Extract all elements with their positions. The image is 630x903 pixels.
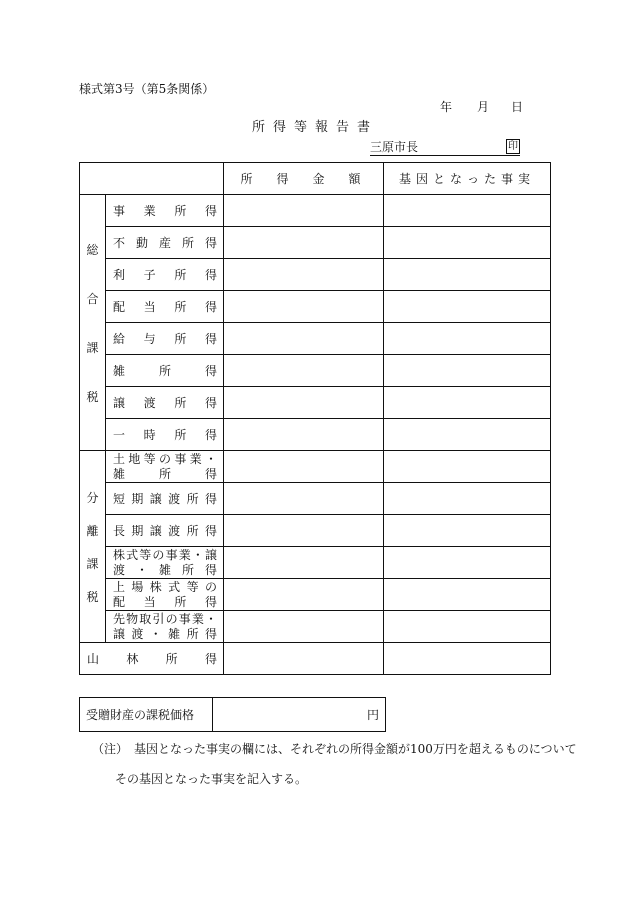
income-row xyxy=(80,227,551,259)
basis-facts-field[interactable] xyxy=(384,643,551,675)
basis-facts-field[interactable] xyxy=(384,355,551,387)
income-row xyxy=(80,195,551,227)
income-amount-field[interactable] xyxy=(224,483,384,515)
income-row xyxy=(80,259,551,291)
column-header-basis-facts: 基因となった事実 xyxy=(384,163,551,195)
gift-value-field[interactable] xyxy=(213,698,386,732)
date-month-label: 月 xyxy=(477,100,490,114)
income-amount-field[interactable] xyxy=(224,323,384,355)
income-type-cell xyxy=(106,291,224,323)
group-char: 税 xyxy=(86,589,99,604)
income-row xyxy=(80,611,551,643)
income-type-label: 事 業 所 得 xyxy=(113,204,217,218)
gift-unit: 円 xyxy=(366,708,379,722)
income-amount-field[interactable] xyxy=(224,611,384,643)
basis-facts-field[interactable] xyxy=(384,451,551,483)
note-line-1: （注） 基因となった事実の欄には、それぞれの所得金額が100万円を超えるものについて xyxy=(92,742,577,756)
addressee: 三原市長 xyxy=(370,140,419,154)
income-type-label: 雑 所 得 xyxy=(113,466,217,481)
basis-facts-field[interactable] xyxy=(384,611,551,643)
income-type-cell xyxy=(106,515,224,547)
group-char: 合 xyxy=(86,291,99,306)
income-type-cell xyxy=(106,323,224,355)
document-title: 所得等報告書 xyxy=(251,120,378,135)
basis-facts-field[interactable] xyxy=(384,227,551,259)
group-char: 課 xyxy=(86,556,99,571)
income-type-label: 不 動 産 所 得 xyxy=(113,236,217,250)
income-type-label: 給 与 所 得 xyxy=(113,332,217,346)
income-amount-field[interactable] xyxy=(224,291,384,323)
note-line-2: その基因となった事実を記入する。 xyxy=(115,772,308,786)
gift-property-table xyxy=(79,697,386,732)
income-type-cell xyxy=(106,227,224,259)
basis-facts-field[interactable] xyxy=(384,547,551,579)
income-amount-field[interactable] xyxy=(224,451,384,483)
income-type-cell xyxy=(106,259,224,291)
gift-label: 受贈財産の課税価格 xyxy=(80,698,213,732)
income-row xyxy=(80,515,551,547)
income-row xyxy=(80,291,551,323)
income-amount-field[interactable] xyxy=(224,259,384,291)
group-label-separate-tax xyxy=(80,451,106,643)
basis-facts-field[interactable] xyxy=(384,515,551,547)
income-amount-field[interactable] xyxy=(224,387,384,419)
income-type-cell xyxy=(106,451,224,483)
form-number: 様式第3号（第5条関係） xyxy=(79,82,215,96)
group-char: 総 xyxy=(86,242,99,257)
income-amount-field[interactable] xyxy=(224,195,384,227)
basis-facts-field[interactable] xyxy=(384,387,551,419)
group-label-comprehensive-tax xyxy=(80,195,106,451)
basis-facts-field[interactable] xyxy=(384,483,551,515)
income-type-cell xyxy=(106,579,224,611)
income-type-cell xyxy=(106,483,224,515)
group-char: 税 xyxy=(86,389,99,404)
income-type-label: 雑 所 得 xyxy=(113,364,217,378)
basis-facts-field[interactable] xyxy=(384,323,551,355)
income-amount-field[interactable] xyxy=(224,515,384,547)
income-type-label: 土 地 等 の 事 業 ・ xyxy=(113,451,217,466)
income-type-label: 先 物 取 引 の 事 業 ・ xyxy=(113,611,217,626)
income-type-label: 渡 ・ 雑 所 得 xyxy=(113,562,217,577)
income-type-label: 譲 渡 所 得 xyxy=(113,396,217,410)
income-type-label: 配 当 所 得 xyxy=(113,594,217,609)
income-type-cell xyxy=(106,195,224,227)
income-row xyxy=(80,387,551,419)
addressee-line xyxy=(370,140,520,156)
column-header-income-amount: 所 得 金 額 xyxy=(224,163,384,195)
income-type-label: 短 期 譲 渡 所 得 xyxy=(113,492,217,506)
seal-mark: 印 xyxy=(508,141,518,152)
income-row xyxy=(80,355,551,387)
income-type-cell xyxy=(106,547,224,579)
income-report-table xyxy=(79,162,551,675)
date-day-label: 日 xyxy=(511,100,524,114)
income-type-label: 株 式 等 の 事 業 ・ 譲 xyxy=(113,547,217,562)
income-row xyxy=(80,483,551,515)
group-char: 離 xyxy=(86,523,99,538)
income-row xyxy=(80,451,551,483)
income-type-label: 利 子 所 得 xyxy=(113,268,217,282)
income-amount-field[interactable] xyxy=(224,419,384,451)
income-type-label: 配 当 所 得 xyxy=(113,300,217,314)
group-char: 分 xyxy=(86,490,99,505)
income-type-label: 一 時 所 得 xyxy=(113,428,217,442)
header-blank-cell xyxy=(80,163,224,195)
date-year-label: 年 xyxy=(440,100,453,114)
income-row xyxy=(80,323,551,355)
basis-facts-field[interactable] xyxy=(384,419,551,451)
income-type-label: 譲 渡 ・ 雑 所 得 xyxy=(113,626,217,641)
basis-facts-field[interactable] xyxy=(384,579,551,611)
income-row xyxy=(80,579,551,611)
forest-income-cell xyxy=(80,643,224,675)
forest-income-label: 山 林 所 得 xyxy=(87,652,217,666)
basis-facts-field[interactable] xyxy=(384,259,551,291)
group-char: 課 xyxy=(86,340,99,355)
income-type-label: 上 場 株 式 等 の xyxy=(113,579,217,594)
income-amount-field[interactable] xyxy=(224,355,384,387)
income-amount-field[interactable] xyxy=(224,227,384,259)
income-type-cell xyxy=(106,387,224,419)
income-type-cell xyxy=(106,419,224,451)
income-amount-field[interactable] xyxy=(224,643,384,675)
basis-facts-field[interactable] xyxy=(384,291,551,323)
basis-facts-field[interactable] xyxy=(384,195,551,227)
income-type-cell xyxy=(106,611,224,643)
income-row xyxy=(80,419,551,451)
income-type-cell xyxy=(106,355,224,387)
income-amount-field[interactable] xyxy=(224,547,384,579)
income-type-label: 長 期 譲 渡 所 得 xyxy=(113,524,217,538)
income-row xyxy=(80,547,551,579)
income-amount-field[interactable] xyxy=(224,579,384,611)
